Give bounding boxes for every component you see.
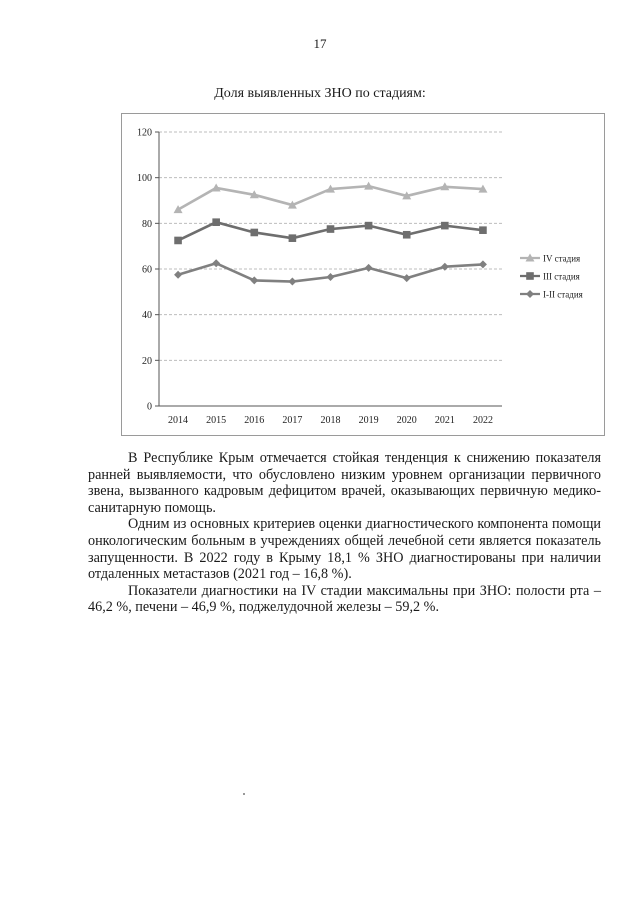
data-point-s2 (403, 231, 411, 239)
data-point-s2 (327, 225, 335, 233)
data-point-s3 (441, 263, 449, 271)
data-point-s3 (288, 278, 296, 286)
y-tick-label: 80 (142, 218, 152, 230)
data-point-s3 (212, 259, 220, 267)
legend-marker-2 (526, 272, 534, 280)
y-tick-label: 0 (147, 401, 152, 413)
data-point-s2 (212, 218, 220, 226)
data-point-s2 (479, 226, 487, 234)
data-point-s3 (327, 273, 335, 281)
data-point-s3 (403, 274, 411, 282)
page-number: 17 (313, 36, 327, 51)
data-point-s2 (289, 234, 297, 242)
legend-label-1: IV стадия (543, 253, 581, 264)
x-tick-label: 2019 (358, 415, 379, 426)
chart-title: Доля выявленных ЗНО по стадиям: (214, 86, 426, 101)
x-tick-label: 2014 (168, 415, 189, 426)
y-tick-label: 40 (142, 310, 152, 322)
data-point-s2 (441, 222, 449, 230)
body-text (88, 450, 601, 616)
data-point-s3 (250, 276, 258, 284)
x-tick-label: 2020 (396, 415, 417, 426)
data-point-s2 (365, 222, 373, 230)
scan-speck (243, 793, 245, 795)
x-tick-label: 2018 (320, 415, 341, 426)
data-point-s3 (174, 271, 182, 279)
paragraph-2: Одним из основных критериев оценки диагностического компонента помощи онкологическим больным в учреждениях общей лечебной сети является показатель запущенности. В 2022 году в Крыму 18,1 % ЗНО диагностированы при наличии отдаленных метастазов (2021 год – 16,8 %). (88, 516, 601, 583)
chart-frame (121, 113, 605, 436)
paragraph-3: Показатели диагностики на IV стадии максимальны при ЗНО: полости рта – 46,2 %, печени – 46,9 %, поджелудочной железы – 59,2 %. (88, 582, 601, 616)
data-point-s3 (479, 260, 487, 268)
line-chart (122, 114, 604, 435)
y-tick-label: 100 (137, 173, 152, 185)
x-tick-label: 2016 (244, 415, 265, 426)
data-point-s2 (250, 229, 258, 237)
legend-label-2: III стадия (543, 271, 580, 282)
y-tick-label: 20 (142, 355, 152, 367)
y-tick-label: 60 (142, 264, 152, 276)
paragraph-1: В Республике Крым отмечается стойкая тенденция к снижению показателя ранней выявляемости, что обусловлено низким уровнем организации первичного звена, вызванного кадровым дефицитом врачей, оказывающих первичную медико-санитарную помощь. (88, 450, 601, 516)
x-tick-label: 2022 (472, 415, 493, 426)
data-point-s2 (174, 237, 182, 245)
data-point-s3 (365, 264, 373, 272)
y-tick-label: 120 (137, 127, 152, 139)
legend-marker-3 (526, 290, 534, 298)
x-tick-label: 2017 (282, 415, 303, 426)
legend-label-3: I-II стадия (543, 289, 583, 300)
x-tick-label: 2021 (434, 415, 455, 426)
x-tick-label: 2015 (206, 415, 227, 426)
